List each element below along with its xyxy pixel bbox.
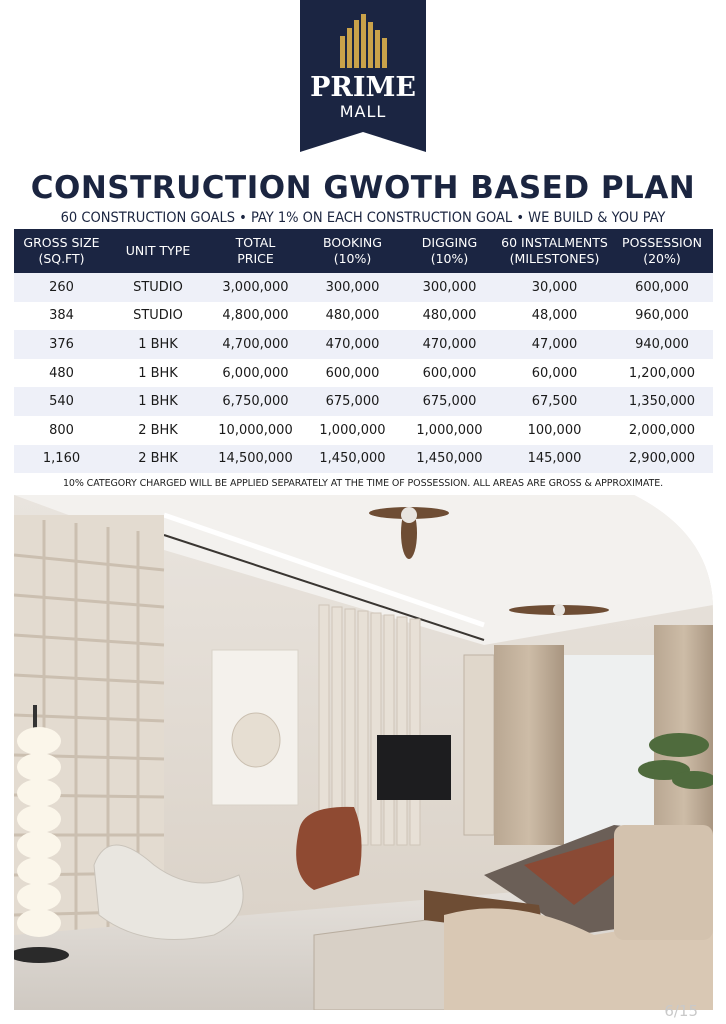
header-possession: POSSESSION (20%): [611, 229, 713, 273]
cell-possession: 2,000,000: [611, 416, 713, 445]
table-row: [14, 416, 713, 445]
cell-unit-type: 2 BHK: [109, 445, 207, 474]
table-row: [14, 273, 713, 302]
cell-booking: 1,000,000: [304, 416, 401, 445]
cell-possession: 960,000: [611, 302, 713, 331]
cell-booking: 675,000: [304, 387, 401, 416]
cell-digging: 480,000: [401, 302, 498, 331]
cell-unit-type: 2 BHK: [109, 416, 207, 445]
cell-digging: 1,000,000: [401, 416, 498, 445]
header-digging: DIGGING (10%): [401, 229, 498, 273]
cell-possession: 940,000: [611, 330, 713, 359]
table-row: [14, 359, 713, 388]
cell-digging: 300,000: [401, 273, 498, 302]
cell-gross-size: 480: [14, 359, 109, 388]
cell-total-price: 14,500,000: [207, 445, 304, 474]
cell-digging: 1,450,000: [401, 445, 498, 474]
cell-gross-size: 384: [14, 302, 109, 331]
cell-booking: 600,000: [304, 359, 401, 388]
table-header-row: [14, 229, 713, 273]
cell-total-price: 6,000,000: [207, 359, 304, 388]
table-row: [14, 302, 713, 331]
cell-total-price: 4,800,000: [207, 302, 304, 331]
brand-name: PRIME: [310, 72, 416, 103]
cell-digging: 600,000: [401, 359, 498, 388]
page-indicator: 6/15: [664, 1002, 698, 1020]
page-subtitle: 60 CONSTRUCTION GOALS • PAY 1% ON EACH CONSTRUCTION GOAL • WE BUILD & YOU PAY: [60, 210, 666, 226]
table-row: [14, 387, 713, 416]
cell-total-price: 3,000,000: [207, 273, 304, 302]
cell-instalments: 48,000: [498, 302, 611, 331]
cell-booking: 480,000: [304, 302, 401, 331]
cell-instalments: 100,000: [498, 416, 611, 445]
cell-gross-size: 1,160: [14, 445, 109, 474]
cell-total-price: 4,700,000: [207, 330, 304, 359]
header-instalments: 60 INSTALMENTS (MILESTONES): [498, 229, 611, 273]
header-total-price: TOTAL PRICE: [207, 229, 304, 273]
cell-possession: 1,200,000: [611, 359, 713, 388]
cell-instalments: 67,500: [498, 387, 611, 416]
cell-unit-type: STUDIO: [109, 273, 207, 302]
footnote: 10% CATEGORY CHARGED WILL BE APPLIED SEPARATELY AT THE TIME OF POSSESSION. ALL AREAS ARE GROSS & APPROXIMATE.: [62, 478, 664, 489]
cell-possession: 2,900,000: [611, 445, 713, 474]
cell-instalments: 47,000: [498, 330, 611, 359]
cell-digging: 675,000: [401, 387, 498, 416]
cell-booking: 1,450,000: [304, 445, 401, 474]
page-title: CONSTRUCTION GWOTH BASED PLAN: [30, 170, 696, 206]
cell-gross-size: 376: [14, 330, 109, 359]
table-row: [14, 445, 713, 474]
header-gross-size: GROSS SIZE (SQ.FT): [14, 229, 109, 273]
cell-unit-type: 1 BHK: [109, 359, 207, 388]
cell-gross-size: 260: [14, 273, 109, 302]
cell-possession: 600,000: [611, 273, 713, 302]
payment-plan-table: [14, 229, 713, 473]
cell-total-price: 6,750,000: [207, 387, 304, 416]
cell-unit-type: STUDIO: [109, 302, 207, 331]
cell-booking: 300,000: [304, 273, 401, 302]
cell-instalments: 30,000: [498, 273, 611, 302]
cell-booking: 470,000: [304, 330, 401, 359]
cell-instalments: 145,000: [498, 445, 611, 474]
cell-gross-size: 800: [14, 416, 109, 445]
cell-total-price: 10,000,000: [207, 416, 304, 445]
cell-instalments: 60,000: [498, 359, 611, 388]
header-unit-type: UNIT TYPE: [109, 229, 207, 273]
cell-unit-type: 1 BHK: [109, 387, 207, 416]
tv-icon: [377, 735, 451, 800]
brand-logo: [300, 0, 426, 152]
header-booking: BOOKING (10%): [304, 229, 401, 273]
cell-possession: 1,350,000: [611, 387, 713, 416]
cell-unit-type: 1 BHK: [109, 330, 207, 359]
table-row: [14, 330, 713, 359]
cell-digging: 470,000: [401, 330, 498, 359]
cell-gross-size: 540: [14, 387, 109, 416]
interior-render-image: [14, 495, 713, 1010]
brand-subname: MALL: [339, 102, 387, 121]
